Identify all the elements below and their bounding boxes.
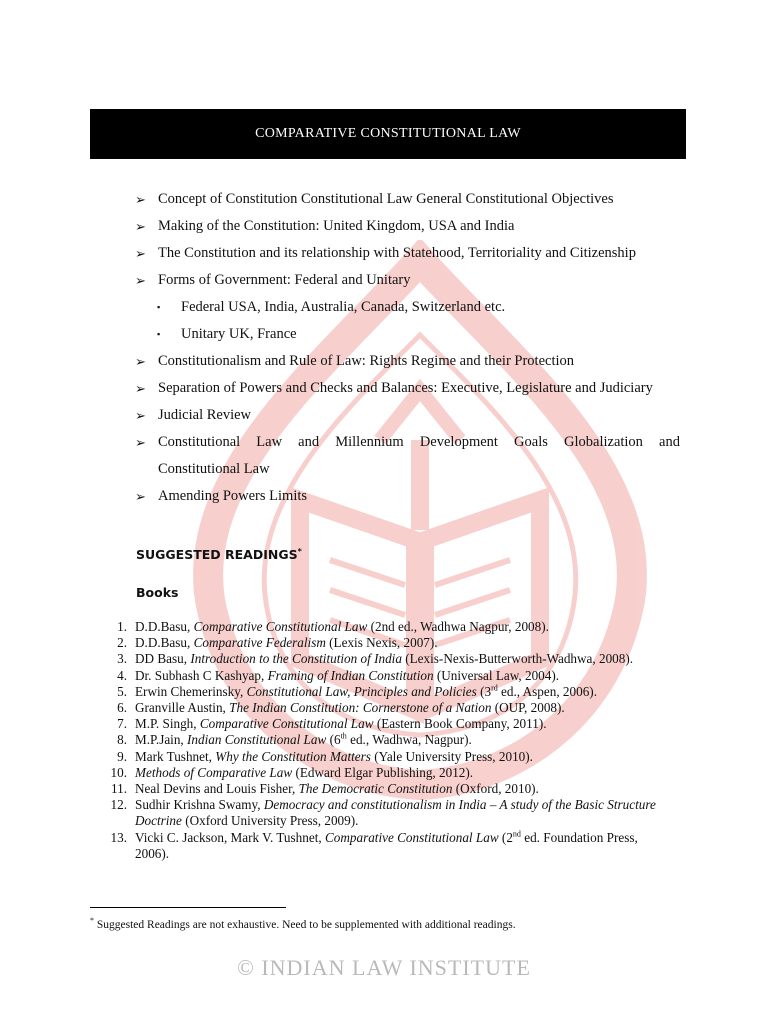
topic-item xyxy=(135,267,680,294)
books-subheading: Books xyxy=(136,585,179,600)
book-title: Introduction to the Constitution of India xyxy=(190,651,402,667)
book-title: Why the Constitution Matters xyxy=(215,748,371,764)
book-author: Vicki C. Jackson, Mark V. Tushnet, xyxy=(135,829,325,845)
book-title: Methods of Comparative Law xyxy=(135,764,293,780)
square-bullet-icon: ▪ xyxy=(157,302,161,312)
book-author: Mark Tushnet, xyxy=(135,748,216,764)
book-title: The Democratic Constitution xyxy=(298,781,453,797)
book-entry xyxy=(105,732,665,748)
book-number: 12. xyxy=(110,797,127,813)
topic-item xyxy=(135,402,680,429)
arrowhead-bullet-icon: ➢ xyxy=(135,246,146,261)
sub-topic-item xyxy=(135,294,680,321)
book-publication-rest: ed. Foundation Press, 2006). xyxy=(135,829,638,861)
book-title: Constitutional Law, Principles and Policies xyxy=(246,683,477,699)
arrowhead-bullet-icon: ➢ xyxy=(135,435,146,450)
topic-item xyxy=(135,456,680,483)
book-title: Comparative Constitutional Law xyxy=(199,716,374,732)
topic-item xyxy=(135,348,680,375)
book-author: Dr. Subhash C Kashyap, xyxy=(135,667,268,683)
arrowhead-bullet-icon: ➢ xyxy=(135,354,146,369)
topic-text: Forms of Government: Federal and Unitary xyxy=(158,272,411,288)
book-author: Granville Austin, xyxy=(135,700,230,716)
book-title: Democracy and constitutionalism in India – A study of the Basic Structure Doctrine xyxy=(135,797,656,829)
book-entry xyxy=(105,700,665,716)
edition-ordinal: rd xyxy=(491,683,498,693)
topic-text: Federal USA, India, Australia, Canada, Switzerland etc. xyxy=(181,299,506,315)
topic-text: Constitutional Law and Millennium Development Goals Globalization and xyxy=(158,434,680,450)
book-author: D.D.Basu, xyxy=(135,635,194,651)
arrowhead-bullet-icon: ➢ xyxy=(135,219,146,234)
book-publication: (6 xyxy=(326,732,341,748)
book-entry xyxy=(105,716,665,732)
book-publication: (Lexis Nexis, 2007). xyxy=(325,635,438,651)
topic-text: Concept of Constitution Constitutional Law General Constitutional Objectives xyxy=(158,191,614,207)
footnote xyxy=(90,916,516,931)
book-title: Comparative Federalism xyxy=(193,635,326,651)
book-publication: (2 xyxy=(498,829,513,845)
topic-text: Judicial Review xyxy=(158,407,252,423)
book-title: Indian Constitutional Law xyxy=(187,732,327,748)
book-entry xyxy=(105,765,665,781)
book-number: 2. xyxy=(117,635,127,651)
square-bullet-icon: ▪ xyxy=(157,329,161,339)
book-number: 5. xyxy=(117,683,127,699)
book-number: 3. xyxy=(117,651,127,667)
topic-item xyxy=(135,375,680,402)
book-entry xyxy=(105,749,665,765)
topic-text: Amending Powers Limits xyxy=(158,488,308,504)
footnote-text: Suggested Readings are not exhaustive. Need to be supplemented with additional readings. xyxy=(94,918,516,931)
book-publication: (Universal Law, 2004). xyxy=(433,667,560,683)
topic-text: Separation of Powers and Checks and Balances: Executive, Legislature and Judiciary xyxy=(158,380,653,396)
book-entry xyxy=(105,668,665,684)
footnote-reference: * xyxy=(297,547,302,556)
book-entry xyxy=(105,651,665,667)
book-entry xyxy=(105,830,665,862)
book-number: 4. xyxy=(117,667,127,683)
suggested-readings-heading: SUGGESTED READINGS* xyxy=(136,547,302,563)
book-number: 9. xyxy=(117,748,127,764)
footnote-mark: * xyxy=(90,916,94,925)
book-publication: (Oxford University Press, 2009). xyxy=(181,813,359,829)
topic-text: The Constitution and its relationship with Statehood, Territoriality and Citizenship xyxy=(158,245,636,261)
book-publication: (Lexis-Nexis-Butterworth-Wadhwa, 2008). xyxy=(401,651,634,667)
arrowhead-bullet-icon: ➢ xyxy=(135,192,146,207)
course-title-banner xyxy=(90,109,686,159)
book-publication-rest: ed., Aspen, 2006). xyxy=(497,683,597,699)
sub-topic-item xyxy=(135,321,680,348)
topic-list xyxy=(135,186,680,510)
arrowhead-bullet-icon: ➢ xyxy=(135,489,146,504)
topic-item xyxy=(135,483,680,510)
book-title: Framing of Indian Constitution xyxy=(267,667,434,683)
book-number: 7. xyxy=(117,716,127,732)
book-number: 13. xyxy=(110,829,127,845)
book-publication: (Oxford, 2010). xyxy=(452,781,539,797)
book-number: 1. xyxy=(117,619,127,634)
book-author: Neal Devins and Louis Fisher, xyxy=(135,781,299,797)
book-author: M.P.Jain, xyxy=(135,732,188,748)
book-publication: (2nd ed., Wadhwa Nagpur, 2008). xyxy=(367,619,549,634)
book-author: M.P. Singh, xyxy=(135,716,200,732)
book-title: Comparative Constitutional Law xyxy=(324,829,499,845)
book-publication: (3 xyxy=(476,683,492,699)
footnote-divider xyxy=(90,907,286,908)
topic-item xyxy=(135,429,680,456)
topic-text: Unitary UK, France xyxy=(181,326,297,342)
book-number: 10. xyxy=(110,764,127,780)
book-entry xyxy=(105,781,665,797)
arrowhead-bullet-icon: ➢ xyxy=(135,408,146,423)
book-publication: (Yale University Press, 2010). xyxy=(370,748,533,764)
book-title: The Indian Constitution: Cornerstone of a Nation xyxy=(229,700,492,716)
topic-item xyxy=(135,240,680,267)
book-author: Erwin Chemerinsky, xyxy=(135,683,247,699)
topic-text: Constitutionalism and Rule of Law: Rights Regime and their Protection xyxy=(158,353,575,369)
topic-item xyxy=(135,186,680,213)
arrowhead-bullet-icon: ➢ xyxy=(135,381,146,396)
book-author: Sudhir Krishna Swamy, xyxy=(135,797,264,813)
edition-ordinal: th xyxy=(340,732,347,742)
book-number: 8. xyxy=(117,732,127,748)
topic-item xyxy=(135,213,680,240)
edition-ordinal: nd xyxy=(512,829,521,839)
book-list xyxy=(105,619,665,862)
arrowhead-bullet-icon: ➢ xyxy=(135,273,146,288)
course-title: COMPARATIVE CONSTITUTIONAL LAW xyxy=(255,126,521,141)
book-publication-rest: ed., Wadhwa, Nagpur). xyxy=(346,732,472,748)
book-publication: (OUP, 2008). xyxy=(491,700,565,716)
book-number: 11. xyxy=(111,781,127,797)
book-publication: (Edward Elgar Publishing, 2012). xyxy=(292,764,474,780)
topic-text: Making of the Constitution: United Kingdom, USA and India xyxy=(158,218,515,234)
topic-text: Constitutional Law xyxy=(158,461,270,477)
book-entry xyxy=(105,797,665,829)
book-number: 6. xyxy=(117,700,127,716)
book-publication: (Eastern Book Company, 2011). xyxy=(373,716,547,732)
book-author: D.D.Basu, xyxy=(135,619,194,634)
book-entry xyxy=(105,684,665,700)
book-title: Comparative Constitutional Law xyxy=(193,619,368,634)
book-entry xyxy=(105,635,665,651)
copyright-notice: © INDIAN LAW INSTITUTE xyxy=(237,955,531,980)
book-author: DD Basu, xyxy=(135,651,191,667)
book-entry xyxy=(105,619,665,635)
